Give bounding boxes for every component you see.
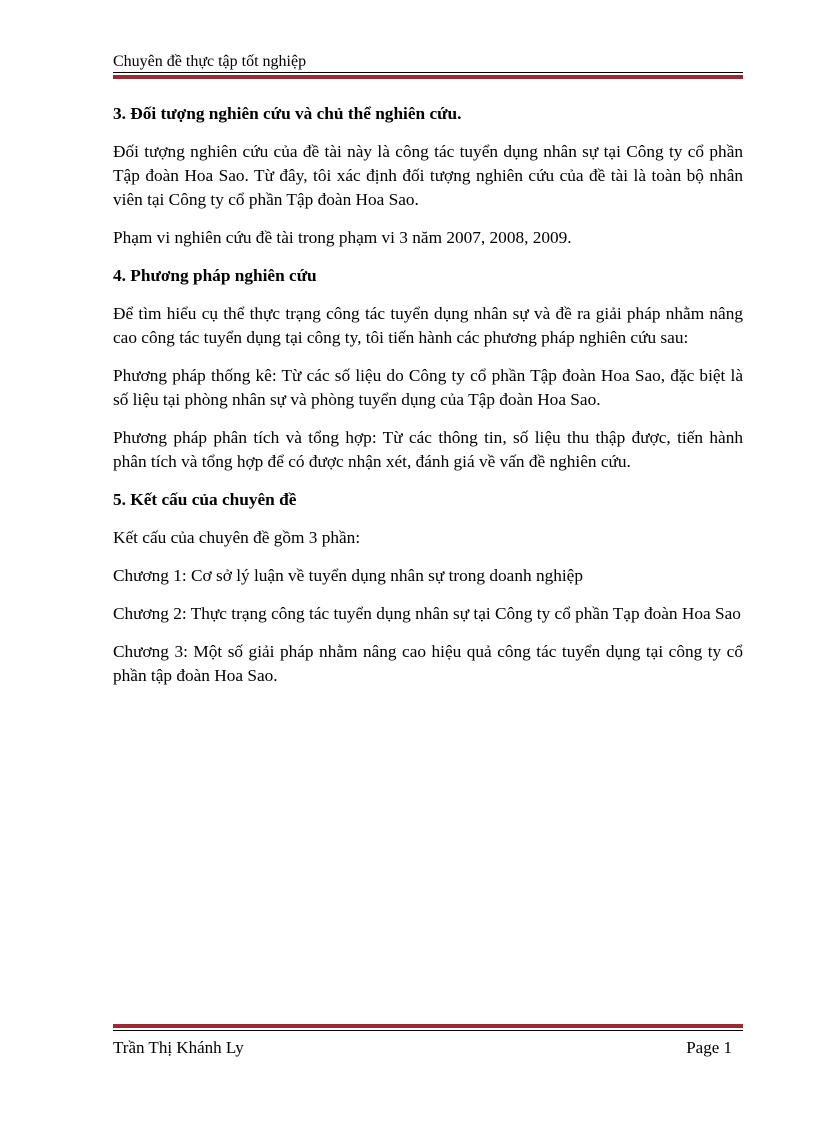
section-5-paragraph-4: Chương 3: Một số giải pháp nhằm nâng cao hiệu quả công tác tuyển dụng tại công ty cổ phần tập đoàn Hoa Sao. bbox=[113, 642, 743, 685]
footer-page-number: Page 1 bbox=[686, 1038, 732, 1057]
footer-author: Trần Thị Khánh Ly bbox=[113, 1038, 244, 1057]
section-5-paragraph-2: Chương 1: Cơ sở lý luận về tuyển dụng nhân sự trong doanh nghiệp bbox=[113, 566, 583, 585]
section-3-paragraph-2: Phạm vi nghiên cứu đề tài trong phạm vi 3 năm 2007, 2008, 2009. bbox=[113, 228, 572, 247]
section-4-paragraph-1: Để tìm hiểu cụ thể thực trạng công tác tuyển dụng nhân sự và đề ra giải pháp nhằm nâng cao công tác tuyển dụng tại công ty, tôi tiến hành các phương pháp nghiên cứu sau: bbox=[113, 304, 743, 347]
section-4-paragraph-3: Phương pháp phân tích và tổng hợp: Từ các thông tin, số liệu thu thập được, tiến hành phân tích và tổng hợp để có được nhận xét, đánh giá về vấn đề nghiên cứu. bbox=[113, 428, 743, 471]
section-4-paragraph-2: Phương pháp thống kê: Từ các số liệu do Công ty cổ phần Tập đoàn Hoa Sao, đặc biệt là số liệu tại phòng nhân sự và phòng tuyển dụng của Tập đoàn Hoa Sao. bbox=[113, 366, 743, 409]
section-3-paragraph-1: Đối tượng nghiên cứu của đề tài này là công tác tuyển dụng nhân sự tại Công ty cổ phần Tập đoàn Hoa Sao. Từ đây, tôi xác định đối tượng nghiên cứu của đề tài là toàn bộ nhân viên tại Công ty cổ phần Tập đoàn Hoa Sao. bbox=[113, 142, 743, 209]
header-rule-thick-line bbox=[113, 75, 743, 79]
footer-rule bbox=[113, 1024, 743, 1031]
section-3-heading: 3. Đối tượng nghiên cứu và chủ thể nghiên cứu. bbox=[113, 104, 462, 123]
section-4-heading: 4. Phương pháp nghiên cứu bbox=[113, 266, 317, 285]
section-5-heading: 5. Kết cấu của chuyên đề bbox=[113, 490, 297, 509]
header-rule bbox=[113, 72, 743, 79]
section-5-paragraph-3: Chương 2: Thực trạng công tác tuyển dụng nhân sự tại Công ty cổ phần Tạp đoàn Hoa Sao bbox=[113, 604, 741, 623]
section-5-paragraph-1: Kết cấu của chuyên đề gồm 3 phần: bbox=[113, 528, 361, 547]
page-body bbox=[113, 102, 743, 702]
footer-rule-thin-line bbox=[113, 1030, 743, 1031]
header-title: Chuyên đề thực tập tốt nghiệp bbox=[113, 53, 307, 70]
